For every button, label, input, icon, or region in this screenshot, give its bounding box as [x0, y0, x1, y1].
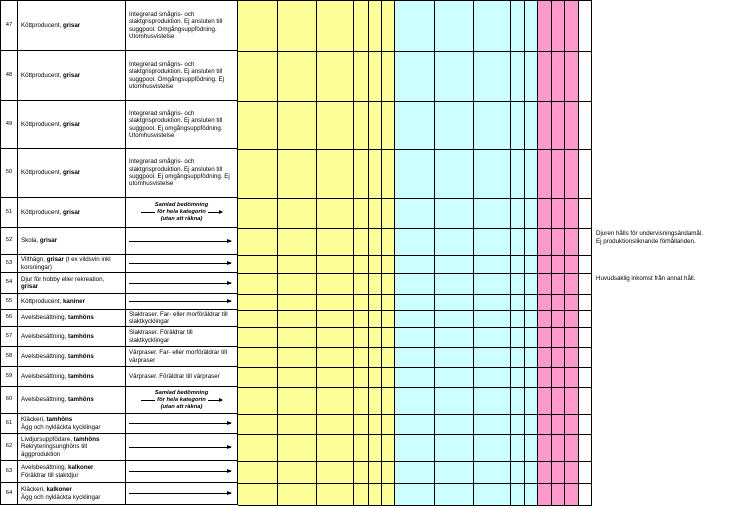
row-separator: [238, 273, 592, 274]
row-separator: [238, 327, 592, 328]
category-cell: [18, 101, 126, 149]
right-arrow-icon: [208, 400, 222, 401]
animal-type: grisar: [62, 120, 81, 128]
row-separator: [238, 414, 592, 415]
description-arrow-cell: [126, 255, 238, 273]
row-separator: [238, 347, 592, 348]
category-label: Kläckeri,: [21, 486, 47, 494]
animal-type: kaniner: [62, 297, 85, 305]
animal-type: kalkoner: [46, 486, 72, 494]
animal-type: tamhöns: [68, 372, 94, 380]
dash-icon: [141, 212, 155, 213]
note-teaching-purpose: Djuren hålls för undervisningsändamål.: [596, 230, 703, 237]
category-cell: [18, 228, 126, 255]
row-number-text: 52: [5, 237, 13, 244]
description-cell: [126, 310, 238, 327]
right-arrow-icon: [129, 263, 231, 264]
row-number-text: 58: [5, 352, 13, 359]
category-text: [21, 464, 93, 479]
category-text: [21, 22, 80, 29]
row-number-text: 62: [5, 443, 13, 450]
row-number: [0, 198, 18, 228]
row-separator: [238, 505, 592, 506]
row-number-text: 61: [5, 419, 13, 426]
right-arrow-icon: [129, 301, 231, 302]
description-text: Slaktraser. Far- eller morföräldrar till slaktkycklingar: [129, 310, 228, 325]
category-label: Livdjursuppfödare,: [21, 435, 74, 443]
row-number: [0, 294, 18, 310]
summary-line2-wrap: [141, 209, 222, 216]
category-text: [21, 416, 100, 431]
category-label: Avelsbesättning,: [21, 372, 69, 380]
score-column-band: [525, 0, 538, 506]
row-number: [0, 310, 18, 327]
category-text: [21, 298, 85, 305]
description-arrow-cell: [126, 414, 238, 434]
row-number: [0, 273, 18, 294]
row-number-text: 60: [5, 396, 13, 403]
score-column-band: [238, 0, 278, 506]
row-separator: [238, 310, 592, 311]
category-cell: [18, 51, 126, 101]
description-text: Värpraser. Far- eller morföräldrar till värpraser: [129, 349, 227, 364]
row-number-text: 49: [5, 120, 13, 127]
animal-type: kalkoner: [68, 464, 94, 472]
row-number: [0, 0, 18, 51]
row-number-text: 54: [5, 279, 13, 286]
right-arrow-icon: [129, 471, 231, 472]
animal-type: grisar: [62, 208, 81, 216]
category-text: [21, 373, 94, 380]
animal-type: grisar: [21, 283, 39, 290]
summary-line2-wrap: [141, 397, 222, 404]
category-cell: [18, 367, 126, 387]
description-cell: [126, 149, 238, 198]
right-arrow-icon: [129, 423, 231, 424]
animal-type: grisar: [62, 21, 81, 29]
category-cell: [18, 461, 126, 483]
description-arrow-cell: [126, 294, 238, 310]
summary-cell: [126, 387, 238, 414]
score-column-band: [552, 0, 565, 506]
category-cell: [18, 483, 126, 505]
row-separator: [238, 434, 592, 435]
description-text: Värpraser. Föräldrar till värpraser: [129, 372, 220, 380]
category-text: [21, 333, 94, 340]
row-number: [0, 149, 18, 198]
category-cell: [18, 198, 126, 228]
description-arrow-cell: [126, 434, 238, 461]
category-text: [21, 436, 122, 458]
description-cell: [126, 101, 238, 149]
summary-line3: (utan att räkna): [160, 403, 203, 410]
score-column-band: [474, 0, 511, 506]
right-arrow-icon: [129, 241, 231, 242]
category-cell: [18, 414, 126, 434]
category-subtext: Ägg och nykläckta kycklingar: [21, 423, 101, 431]
row-number: [0, 414, 18, 434]
score-column-band: [317, 0, 354, 506]
animal-type: tamhöns: [68, 332, 94, 340]
description-text: Integrerad smågris- och slaktgrisproduktion. Ej ansluten till suggpool. Omgångsuppfödning. Ej utomhusvistelse: [129, 60, 224, 90]
row-separator: [238, 255, 592, 256]
description-arrow-cell: [126, 273, 238, 294]
category-text: [21, 314, 94, 321]
score-column-band: [435, 0, 474, 506]
category-text: [21, 276, 122, 291]
row-separator: [238, 51, 592, 52]
description-arrow-cell: [126, 483, 238, 505]
summary-line1: Samlad bedömning: [154, 202, 209, 208]
category-label: Avelsbesättning,: [21, 332, 69, 340]
category-label: Köttproducent,: [21, 169, 63, 177]
summary-line1: Samlad bedömning: [154, 389, 209, 396]
score-column-band: [369, 0, 382, 506]
description-cell: [126, 347, 238, 367]
category-label: Djur för hobby eller rekreation,: [21, 275, 105, 283]
category-cell: [18, 434, 126, 461]
description-cell: [126, 367, 238, 387]
score-column-band: [354, 0, 369, 506]
category-cell: [18, 149, 126, 198]
row-separator: [238, 294, 592, 295]
category-subtext: Ägg och nykläckta kycklingar: [21, 493, 101, 501]
right-arrow-icon: [208, 212, 222, 213]
category-label: Köttproducent,: [21, 120, 63, 128]
category-text: [21, 353, 94, 360]
row-number: [0, 483, 18, 505]
category-label: Köttproducent,: [21, 297, 63, 305]
description-text: Slaktraser. Föräldrar till slaktkycklingar: [129, 329, 193, 344]
category-subtext: Föräldrar till slaktdjur: [21, 471, 79, 479]
row-number-text: 64: [5, 489, 13, 496]
animal-type: grisar: [62, 71, 81, 79]
dash-icon: [141, 400, 155, 401]
right-arrow-icon: [129, 493, 231, 494]
row-number-text: 56: [5, 314, 13, 321]
category-label: Vilthägn,: [21, 256, 47, 264]
row-number: [0, 387, 18, 414]
row-separator: [238, 101, 592, 102]
score-column-band: [382, 0, 395, 506]
summary-line2: för hela kategorin: [157, 396, 206, 403]
category-label: Avelsbesättning,: [21, 314, 69, 322]
description-arrow-cell: [126, 228, 238, 255]
category-text: [21, 209, 80, 216]
animal-type: grisar: [46, 256, 64, 264]
animal-type: tamhöns: [68, 396, 94, 404]
note-non-production: Ej produktionsliknande förhållanden.: [596, 238, 696, 245]
row-number: [0, 101, 18, 149]
row-separator: [238, 228, 592, 229]
right-arrow-icon: [129, 283, 231, 284]
row-number: [0, 367, 18, 387]
category-label: Avelsbesättning,: [21, 464, 69, 472]
category-qualifier: (t ex vildsvin inkl korsningar): [21, 256, 111, 271]
animal-type: grisar: [62, 169, 81, 177]
animal-type: tamhöns: [46, 416, 73, 424]
row-number: [0, 461, 18, 483]
description-arrow-cell: [126, 461, 238, 483]
row-separator: [238, 461, 592, 462]
summary-line2: för hela kategorin: [157, 209, 206, 215]
description-text: Integrerad smågris- och slaktgrisproduktion. Ej ansluten till suggpool. Ej omgångsuppfödning. Utomhusvistelse: [129, 109, 223, 139]
score-column-band: [511, 0, 525, 506]
category-text: [21, 169, 80, 176]
category-cell: [18, 387, 126, 414]
category-cell: [18, 327, 126, 347]
category-subtext: Rekryteringsunghöns till äggproduktion: [21, 443, 88, 458]
score-column-band: [538, 0, 552, 506]
row-separator: [238, 367, 592, 368]
category-label: Köttproducent,: [21, 208, 63, 216]
score-column-band: [395, 0, 435, 506]
row-number-text: 63: [5, 467, 13, 474]
table-top-border: [238, 0, 592, 1]
category-cell: [18, 273, 126, 294]
row-number: [0, 51, 18, 101]
category-label: Skola,: [21, 237, 40, 245]
row-separator: [238, 387, 592, 388]
category-text: [21, 396, 94, 403]
category-cell: [18, 255, 126, 273]
row-separator: [238, 198, 592, 199]
row-number-text: 50: [5, 169, 13, 176]
description-cell: [126, 327, 238, 347]
row-number-text: 55: [5, 297, 13, 304]
description-cell: [126, 51, 238, 101]
category-label: Avelsbesättning,: [21, 396, 69, 404]
row-number-text: 53: [5, 259, 13, 266]
category-label: Köttproducent,: [21, 71, 63, 79]
description-text: Integrerad smågris- och slaktgrisproduktion. Ej ansluten till suggpool. Ej omgångsuppfödning. Ej utomhusvistelse: [129, 158, 230, 188]
summary-line3: (utan att räkna): [160, 216, 203, 222]
summary-cell: [126, 198, 238, 228]
score-column-band: [579, 0, 592, 506]
category-cell: [18, 347, 126, 367]
category-text: [21, 72, 80, 79]
category-label: Avelsbesättning,: [21, 352, 69, 360]
category-cell: [18, 294, 126, 310]
category-text: [21, 256, 122, 271]
row-number: [0, 255, 18, 273]
animal-type: tamhöns: [68, 352, 94, 360]
category-cell: [18, 0, 126, 51]
row-number: [0, 434, 18, 461]
row-number-text: 59: [5, 372, 13, 379]
row-number-text: 51: [5, 208, 13, 215]
category-text: [21, 121, 80, 128]
row-number-text: 57: [5, 332, 13, 339]
row-number: [0, 327, 18, 347]
row-number-text: 47: [5, 21, 13, 28]
right-arrow-icon: [129, 447, 231, 448]
category-text: [21, 486, 100, 501]
row-separator: [238, 483, 592, 484]
row-number: [0, 347, 18, 367]
category-cell: [18, 310, 126, 327]
row-separator: [238, 149, 592, 150]
animal-type: tamhöns: [73, 435, 100, 443]
score-column-band: [565, 0, 579, 506]
row-number: [0, 228, 18, 255]
score-column-band: [278, 0, 317, 506]
category-text: [21, 237, 57, 244]
category-label: Kläckeri,: [21, 416, 47, 424]
description-cell: [126, 0, 238, 51]
description-text: Integrerad smågris- och slaktgrisproduktion. Ej ansluten till suggpool. Omgångsuppfödning. Utomhusvistelse: [129, 10, 223, 40]
row-number-text: 48: [5, 71, 13, 78]
category-label: Köttproducent,: [21, 21, 63, 29]
note-income-elsewhere: Huvudsaklig inkomst från annat håll.: [596, 275, 696, 282]
animal-type: grisar: [39, 237, 58, 245]
animal-type: tamhöns: [68, 314, 94, 322]
